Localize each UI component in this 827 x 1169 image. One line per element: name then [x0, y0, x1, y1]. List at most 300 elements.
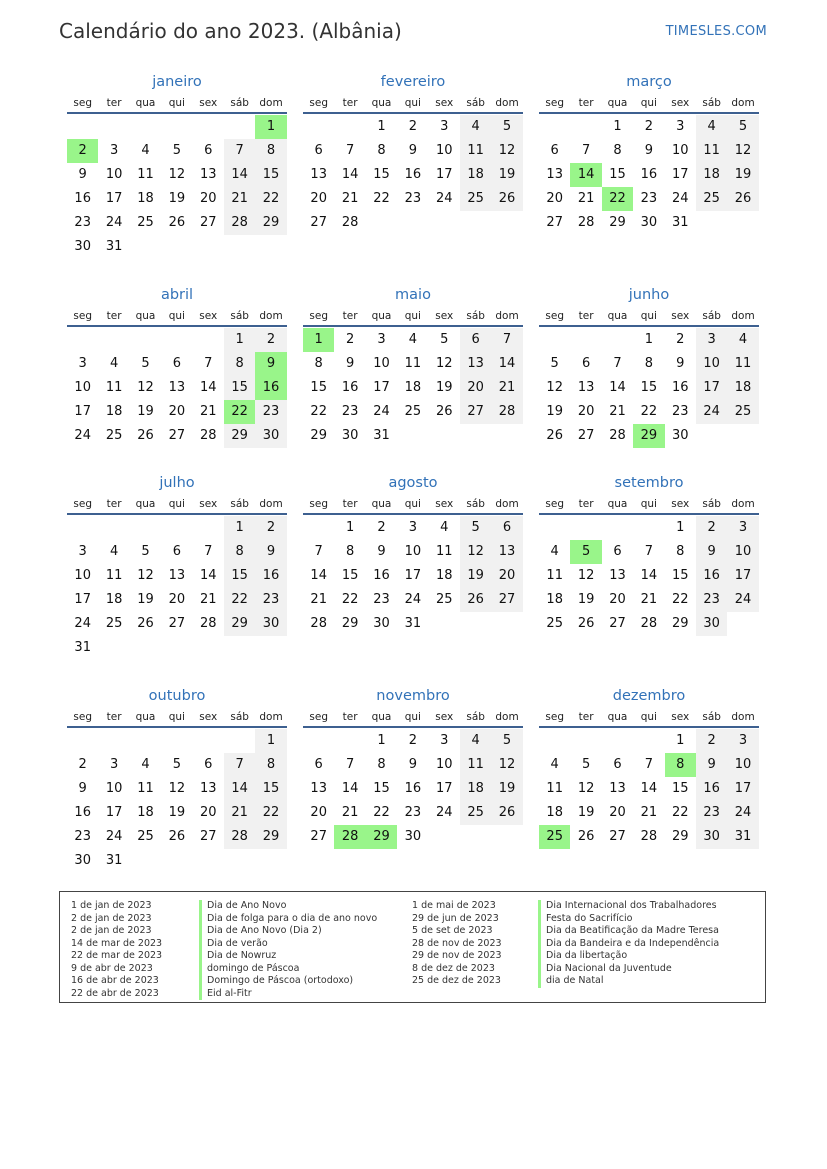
month-title: setembro — [614, 475, 684, 491]
day-cell: 3 — [78, 356, 87, 371]
day-cell: 31 — [105, 239, 123, 254]
weekday-label: seg — [73, 711, 92, 723]
day-cell: 5 — [440, 332, 449, 347]
weekday-label: sex — [199, 498, 218, 510]
day-cell: 5 — [727, 115, 758, 139]
holiday-day: 22 — [602, 187, 633, 211]
weekday-label: sáb — [466, 498, 485, 510]
month-julho — [67, 473, 287, 660]
day-cell: 15 — [373, 781, 390, 796]
month-junho — [539, 285, 759, 448]
day-cell: 1 — [613, 119, 622, 134]
weekday-label: ter — [578, 310, 594, 322]
weekday-label: ter — [106, 97, 122, 109]
days-grid — [539, 516, 759, 636]
day-cell: 8 — [377, 757, 386, 772]
weekday-label: ter — [106, 310, 122, 322]
day-cell: 13 — [168, 380, 186, 395]
weekday-label: qua — [607, 97, 628, 109]
day-cell: 10 — [74, 568, 91, 583]
days-grid — [67, 328, 287, 448]
month-title: abril — [160, 287, 194, 303]
day-cell: 26 — [137, 428, 154, 443]
day-cell: 21 — [199, 592, 217, 607]
legend-holiday-name: Dia de Ano Novo (Dia 2) — [199, 925, 377, 938]
day-cell: 28 — [609, 428, 626, 443]
day-cell: 19 — [168, 805, 186, 820]
day-cell: 19 — [727, 163, 758, 187]
day-cell: 1 — [345, 520, 355, 535]
day-cell: 9 — [78, 781, 87, 796]
day-cell: 8 — [345, 544, 355, 559]
day-cell: 24 — [727, 801, 758, 825]
day-cell: 18 — [546, 805, 563, 820]
month-title: fevereiro — [380, 74, 446, 90]
day-cell: 22 — [255, 187, 286, 211]
day-cell: 30 — [671, 428, 689, 443]
day-cell: 28 — [199, 428, 217, 443]
day-cell: 20 — [168, 592, 186, 607]
day-cell: 8 — [644, 356, 653, 371]
day-cell: 19 — [577, 592, 595, 607]
day-cell: 11 — [105, 568, 123, 583]
weekday-label: qua — [135, 97, 156, 109]
weekday-label: dom — [495, 498, 519, 510]
day-cell: 1 — [224, 516, 255, 540]
day-cell: 14 — [491, 352, 522, 376]
day-cell: 4 — [460, 115, 491, 139]
day-cell: 3 — [408, 520, 417, 535]
day-cell: 13 — [310, 167, 327, 182]
holiday-legend — [59, 891, 766, 1003]
weekday-label: ter — [578, 711, 594, 723]
day-cell: 14 — [640, 568, 658, 583]
day-cell: 27 — [310, 829, 327, 844]
day-cell: 18 — [460, 163, 491, 187]
day-cell: 19 — [435, 380, 453, 395]
weekday-label: qua — [135, 310, 156, 322]
day-cell: 10 — [727, 540, 758, 564]
day-cell: 28 — [491, 400, 522, 424]
weekday-label: qui — [640, 97, 657, 109]
legend-holiday-name: Dia de folga para o dia de ano novo — [199, 913, 377, 926]
day-cell: 5 — [172, 757, 181, 772]
legend-date: 1 de mai de 2023 — [412, 900, 496, 911]
weekday-label: sex — [435, 310, 454, 322]
day-cell: 3 — [440, 733, 449, 748]
day-cell: 24 — [105, 829, 123, 844]
day-cell: 12 — [168, 781, 186, 796]
day-cell: 31 — [105, 853, 123, 868]
day-cell: 13 — [609, 568, 626, 583]
month-title: março — [626, 74, 672, 90]
day-cell: 14 — [341, 167, 359, 182]
weekday-label: qua — [607, 498, 628, 510]
day-cell: 22 — [255, 801, 286, 825]
day-cell: 15 — [224, 376, 255, 400]
legend-date: 5 de set de 2023 — [412, 925, 493, 936]
day-cell: 9 — [644, 143, 653, 158]
day-cell: 9 — [408, 757, 417, 772]
legend-date: 29 de jun de 2023 — [412, 912, 499, 924]
day-cell: 16 — [373, 568, 390, 583]
legend-names-left — [199, 900, 377, 1000]
day-cell: 11 — [546, 781, 563, 796]
day-cell: 1 — [224, 328, 255, 352]
day-cell: 15 — [255, 163, 286, 187]
weekday-label: qui — [640, 711, 657, 723]
day-cell: 4 — [440, 520, 449, 535]
day-cell: 23 — [74, 215, 91, 230]
weekday-label: seg — [545, 310, 564, 322]
day-cell: 11 — [137, 781, 154, 796]
weekday-label: sex — [435, 498, 454, 510]
day-cell: 22 — [671, 805, 689, 820]
day-cell: 3 — [377, 332, 386, 347]
day-cell: 9 — [676, 356, 685, 371]
day-cell: 3 — [440, 119, 449, 134]
day-cell: 17 — [404, 568, 422, 583]
day-cell: 19 — [491, 777, 522, 801]
day-cell: 25 — [105, 428, 123, 443]
day-cell: 18 — [546, 592, 563, 607]
weekday-label: dom — [495, 711, 519, 723]
day-cell: 13 — [491, 540, 522, 564]
month-title: dezembro — [612, 688, 686, 704]
day-cell: 4 — [460, 729, 491, 753]
legend-names-right — [538, 900, 719, 988]
weekday-label: sex — [671, 711, 690, 723]
day-cell: 12 — [460, 540, 491, 564]
day-cell: 10 — [74, 380, 91, 395]
day-cell: 21 — [199, 404, 217, 419]
day-cell: 2 — [696, 516, 727, 540]
day-cell: 28 — [310, 616, 327, 631]
weekday-label: sáb — [466, 711, 485, 723]
day-cell: 27 — [199, 829, 217, 844]
weekday-label: qua — [607, 711, 628, 723]
day-cell: 13 — [310, 781, 327, 796]
month-março — [539, 72, 759, 235]
holiday-day: 29 — [366, 825, 397, 849]
holiday-day: 2 — [67, 139, 98, 163]
day-cell: 24 — [671, 191, 689, 206]
weekday-label: dom — [495, 97, 519, 109]
day-cell: 2 — [255, 516, 286, 540]
legend-holiday-name: Festa do Sacrifício — [538, 913, 719, 926]
day-cell: 19 — [491, 163, 522, 187]
day-cell: 15 — [255, 777, 286, 801]
month-novembro — [303, 686, 523, 849]
weekday-header — [303, 708, 523, 728]
day-cell: 6 — [314, 143, 323, 158]
holiday-day: 22 — [224, 400, 255, 424]
day-cell: 14 — [640, 781, 658, 796]
month-dezembro — [539, 686, 759, 849]
day-cell: 26 — [727, 187, 758, 211]
legend-date: 14 de mar de 2023 — [71, 937, 163, 949]
day-cell: 7 — [314, 544, 323, 559]
month-outubro — [67, 686, 287, 873]
page-title: Calendário do ano 2023. (Albânia) — [59, 19, 402, 43]
day-cell: 16 — [74, 191, 91, 206]
day-cell: 27 — [168, 428, 186, 443]
day-cell: 13 — [609, 781, 626, 796]
day-cell: 8 — [255, 139, 286, 163]
day-cell: 24 — [404, 592, 422, 607]
weekday-header — [67, 495, 287, 515]
day-cell: 8 — [676, 544, 685, 559]
day-cell: 23 — [404, 191, 422, 206]
day-cell: 22 — [310, 404, 327, 419]
day-cell: 1 — [377, 733, 386, 748]
legend-dates-left — [71, 900, 162, 1000]
day-cell: 4 — [109, 356, 119, 371]
day-cell: 24 — [696, 400, 727, 424]
legend-date: 25 de dez de 2023 — [412, 975, 501, 986]
weekday-label: seg — [545, 711, 564, 723]
month-abril — [67, 285, 287, 448]
day-cell: 25 — [105, 616, 123, 631]
day-cell: 17 — [727, 777, 758, 801]
month-title: julho — [159, 475, 195, 491]
day-cell: 9 — [408, 143, 417, 158]
day-cell: 24 — [105, 215, 123, 230]
day-cell: 17 — [105, 191, 123, 206]
day-cell: 17 — [74, 592, 91, 607]
day-cell: 18 — [137, 191, 154, 206]
weekday-label: dom — [259, 711, 283, 723]
weekday-label: ter — [342, 498, 358, 510]
day-cell: 13 — [199, 167, 217, 182]
legend-holiday-name: Domingo de Páscoa (ortodoxo) — [199, 975, 377, 988]
weekday-label: qua — [135, 498, 156, 510]
day-cell: 28 — [341, 215, 359, 230]
day-cell: 17 — [105, 805, 123, 820]
day-cell: 6 — [314, 757, 323, 772]
day-cell: 2 — [408, 119, 417, 134]
month-maio — [303, 285, 523, 448]
weekday-label: sex — [671, 310, 690, 322]
day-cell: 13 — [460, 352, 491, 376]
day-cell: 28 — [199, 616, 217, 631]
day-cell: 25 — [404, 404, 422, 419]
day-cell: 28 — [224, 211, 255, 235]
day-cell: 6 — [204, 143, 213, 158]
day-cell: 29 — [224, 612, 255, 636]
weekday-label: ter — [342, 711, 358, 723]
day-cell: 5 — [491, 729, 522, 753]
legend-holiday-name: Dia de Ano Novo — [199, 900, 377, 913]
day-cell: 7 — [224, 753, 255, 777]
weekday-label: sex — [435, 97, 454, 109]
day-cell: 25 — [137, 829, 154, 844]
weekday-label: dom — [731, 97, 755, 109]
day-cell: 4 — [727, 328, 758, 352]
day-cell: 30 — [74, 853, 91, 868]
day-cell: 12 — [577, 568, 595, 583]
day-cell: 10 — [404, 544, 422, 559]
day-cell: 18 — [435, 568, 453, 583]
day-cell: 23 — [671, 404, 689, 419]
day-cell: 2 — [78, 757, 87, 772]
day-cell: 9 — [696, 753, 727, 777]
weekday-label: dom — [731, 711, 755, 723]
day-cell: 11 — [435, 544, 453, 559]
weekday-label: dom — [495, 310, 519, 322]
day-cell: 21 — [224, 187, 255, 211]
weekday-label: qui — [404, 310, 421, 322]
month-janeiro — [67, 72, 287, 259]
day-cell: 21 — [341, 805, 359, 820]
day-cell: 26 — [491, 801, 522, 825]
day-cell: 10 — [105, 781, 123, 796]
day-cell: 6 — [204, 757, 213, 772]
day-cell: 2 — [408, 733, 417, 748]
day-cell: 1 — [676, 520, 685, 535]
day-cell: 20 — [199, 805, 217, 820]
legend-holiday-name: Dia de verão — [199, 938, 377, 951]
day-cell: 11 — [546, 568, 563, 583]
day-cell: 10 — [435, 143, 453, 158]
day-cell: 1 — [255, 729, 286, 753]
weekday-label: sex — [671, 97, 690, 109]
days-grid — [303, 328, 523, 448]
day-cell: 20 — [546, 191, 563, 206]
day-cell: 27 — [609, 616, 626, 631]
day-cell: 4 — [696, 115, 727, 139]
day-cell: 12 — [168, 167, 186, 182]
weekday-label: dom — [731, 310, 755, 322]
day-cell: 31 — [727, 825, 758, 849]
day-cell: 20 — [168, 404, 186, 419]
day-cell: 16 — [404, 167, 422, 182]
day-cell: 26 — [460, 588, 491, 612]
legend-holiday-name: Dia da Bandeira e da Independência — [538, 938, 719, 951]
day-cell: 13 — [199, 781, 217, 796]
month-title: maio — [395, 287, 431, 303]
day-cell: 19 — [137, 592, 154, 607]
day-cell: 24 — [435, 191, 453, 206]
weekday-label: ter — [342, 97, 358, 109]
day-cell: 24 — [74, 428, 91, 443]
day-cell: 6 — [581, 356, 591, 371]
day-cell: 11 — [696, 139, 727, 163]
day-cell: 11 — [404, 356, 422, 371]
day-cell: 30 — [255, 424, 286, 448]
weekday-label: seg — [309, 310, 328, 322]
weekday-label: qui — [640, 498, 657, 510]
weekday-label: qui — [168, 310, 185, 322]
day-cell: 23 — [74, 829, 91, 844]
day-cell: 11 — [105, 380, 123, 395]
day-cell: 17 — [671, 167, 689, 182]
weekday-label: ter — [106, 711, 122, 723]
month-setembro — [539, 473, 759, 636]
day-cell: 11 — [727, 352, 758, 376]
day-cell: 30 — [255, 612, 286, 636]
day-cell: 7 — [613, 356, 622, 371]
day-cell: 6 — [550, 143, 559, 158]
day-cell: 25 — [727, 400, 758, 424]
day-cell: 25 — [137, 215, 154, 230]
day-cell: 7 — [644, 757, 653, 772]
day-cell: 7 — [345, 143, 355, 158]
day-cell: 10 — [671, 143, 689, 158]
day-cell: 7 — [581, 143, 591, 158]
month-title: outubro — [148, 688, 206, 704]
weekday-label: sáb — [702, 310, 721, 322]
day-cell: 19 — [460, 564, 491, 588]
day-cell: 29 — [609, 215, 626, 230]
month-title: agosto — [388, 475, 438, 491]
day-cell: 25 — [460, 187, 491, 211]
day-cell: 18 — [404, 380, 422, 395]
day-cell: 31 — [74, 640, 91, 655]
day-cell: 24 — [435, 805, 453, 820]
day-cell: 21 — [640, 805, 658, 820]
day-cell: 26 — [168, 829, 186, 844]
legend-holiday-name: Dia Nacional da Juventude — [538, 963, 719, 976]
day-cell: 11 — [137, 167, 154, 182]
day-cell: 24 — [373, 404, 390, 419]
legend-date: 1 de jan de 2023 — [71, 900, 152, 911]
day-cell: 29 — [255, 211, 286, 235]
day-cell: 18 — [105, 592, 123, 607]
weekday-label: sáb — [466, 97, 485, 109]
day-cell: 10 — [727, 753, 758, 777]
weekday-label: qui — [404, 498, 421, 510]
month-agosto — [303, 473, 523, 636]
weekday-label: seg — [309, 498, 328, 510]
day-cell: 15 — [224, 564, 255, 588]
day-cell: 23 — [404, 805, 422, 820]
day-cell: 2 — [377, 520, 386, 535]
day-cell: 2 — [255, 328, 286, 352]
legend-date: 8 de dez de 2023 — [412, 962, 495, 974]
day-cell: 1 — [644, 332, 653, 347]
weekday-header — [303, 94, 523, 114]
legend-date: 29 de nov de 2023 — [412, 950, 502, 961]
day-cell: 20 — [577, 404, 595, 419]
weekday-header — [539, 708, 759, 728]
day-cell: 14 — [609, 380, 626, 395]
day-cell: 23 — [255, 588, 286, 612]
holiday-day: 1 — [255, 115, 286, 139]
weekday-label: sex — [199, 711, 218, 723]
weekday-label: dom — [731, 498, 755, 510]
day-cell: 3 — [696, 328, 727, 352]
day-cell: 30 — [640, 215, 658, 230]
weekday-label: qua — [371, 97, 392, 109]
weekday-header — [539, 495, 759, 515]
day-cell: 9 — [696, 540, 727, 564]
legend-holiday-name: Dia de Nowruz — [199, 950, 377, 963]
day-cell: 27 — [310, 215, 327, 230]
brand-link[interactable]: TIMESLES.COM — [665, 24, 767, 39]
day-cell: 16 — [696, 564, 727, 588]
holiday-day: 14 — [570, 163, 601, 187]
day-cell: 6 — [491, 516, 522, 540]
day-cell: 5 — [460, 516, 491, 540]
day-cell: 22 — [671, 592, 689, 607]
days-grid — [303, 729, 523, 849]
weekday-label: sáb — [230, 310, 249, 322]
day-cell: 17 — [696, 376, 727, 400]
day-cell: 20 — [199, 191, 217, 206]
day-cell: 8 — [255, 753, 286, 777]
weekday-header — [67, 307, 287, 327]
